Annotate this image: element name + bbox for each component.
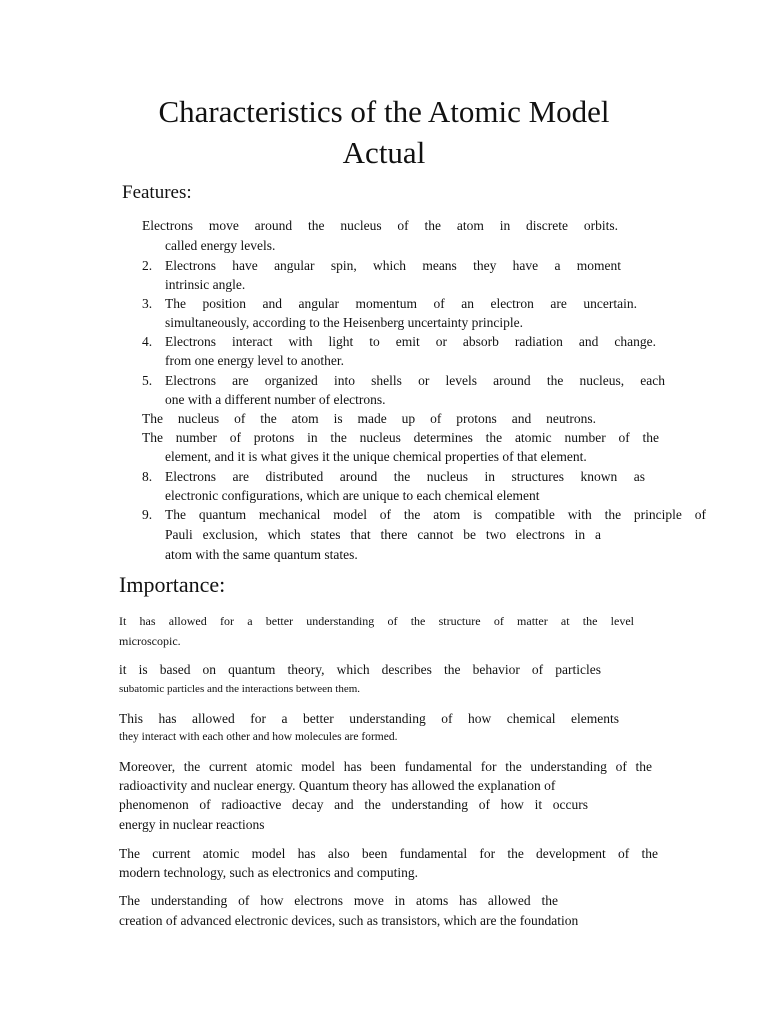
feature-item-7-line-1: The number of protons in the nucleus determines the atomic number of the: [142, 430, 659, 445]
feature-item-4-line-1: Electrons interact with light to emit or absorb radiation and change.: [165, 334, 656, 349]
feature-item-3-line-2: simultaneously, according to the Heisenberg uncertainty principle.: [165, 315, 524, 330]
importance-p3-line-2: they interact with each other and how molecules are formed.: [119, 731, 398, 743]
importance-p6-line-1: The understanding of how electrons move in atoms has allowed the: [119, 893, 558, 908]
feature-item-8-line-2: electronic configurations, which are unique to each chemical element: [165, 488, 540, 503]
feature-item-3-number: 3.: [142, 296, 153, 311]
importance-p4-line-1: Moreover, the current atomic model has been fundamental for the understanding of the: [119, 759, 652, 774]
importance-p2-line-1: it is based on quantum theory, which describes the behavior of particles: [119, 662, 601, 677]
feature-item-8-number: 8.: [142, 469, 153, 484]
features-heading: Features:: [122, 182, 192, 203]
importance-heading: Importance:: [119, 572, 226, 597]
importance-p3-line-1: This has allowed for a better understanding of how chemical elements: [119, 711, 619, 726]
page-title-line-2: Actual: [342, 135, 426, 170]
importance-p6-line-2: creation of advanced electronic devices, such as transistors, which are the foundation: [119, 913, 579, 928]
page-title-line-1: Characteristics of the Atomic Model: [158, 94, 610, 129]
importance-p4-line-2: radioactivity and nuclear energy. Quantum theory has allowed the explanation of: [119, 778, 556, 793]
feature-item-2-line-2: intrinsic angle.: [165, 277, 246, 292]
feature-item-8-line-1: Electrons are distributed around the nucleus in structures known as: [165, 469, 645, 484]
feature-item-2-number: 2.: [142, 258, 153, 273]
importance-p5-line-1: The current atomic model has also been fundamental for the development of the: [119, 846, 658, 861]
feature-item-3-line-1: The position and angular momentum of an electron are uncertain.: [165, 296, 637, 311]
importance-p4-line-4: energy in nuclear reactions: [119, 817, 265, 832]
feature-item-4-number: 4.: [142, 334, 153, 349]
feature-item-6-line-1: The nucleus of the atom is made up of protons and neutrons.: [142, 411, 596, 426]
feature-item-5-line-1: Electrons are organized into shells or levels around the nucleus, each: [165, 373, 665, 388]
feature-item-2-line-1: Electrons have angular spin, which means they have a moment: [165, 258, 621, 273]
importance-p1-line-2: microscopic.: [119, 634, 181, 648]
feature-item-1-line-1: Electrons move around the nucleus of the atom in discrete orbits.: [142, 218, 618, 233]
feature-item-7-line-2: element, and it is what gives it the unique chemical properties of that element.: [165, 449, 587, 464]
feature-item-4-line-2: from one energy level to another.: [165, 353, 344, 368]
feature-item-5-line-2: one with a different number of electrons.: [165, 392, 386, 407]
feature-item-9-number: 9.: [142, 507, 153, 522]
feature-item-1-line-2: called energy levels.: [165, 238, 276, 253]
importance-p2-line-2: subatomic particles and the interactions between them.: [119, 683, 361, 695]
importance-p4-line-3: phenomenon of radioactive decay and the understanding of how it occurs: [119, 797, 588, 812]
feature-item-5-number: 5.: [142, 373, 153, 388]
feature-item-9-line-1: The quantum mechanical model of the atom is compatible with the principle of: [165, 507, 706, 522]
feature-item-9-line-3: atom with the same quantum states.: [165, 547, 358, 562]
feature-item-9-line-2: Pauli exclusion, which states that there cannot be two electrons in a: [165, 527, 601, 542]
importance-p5-line-2: modern technology, such as electronics and computing.: [119, 865, 419, 880]
importance-p1-line-1: It has allowed for a better understanding of the structure of matter at the level: [119, 614, 634, 628]
